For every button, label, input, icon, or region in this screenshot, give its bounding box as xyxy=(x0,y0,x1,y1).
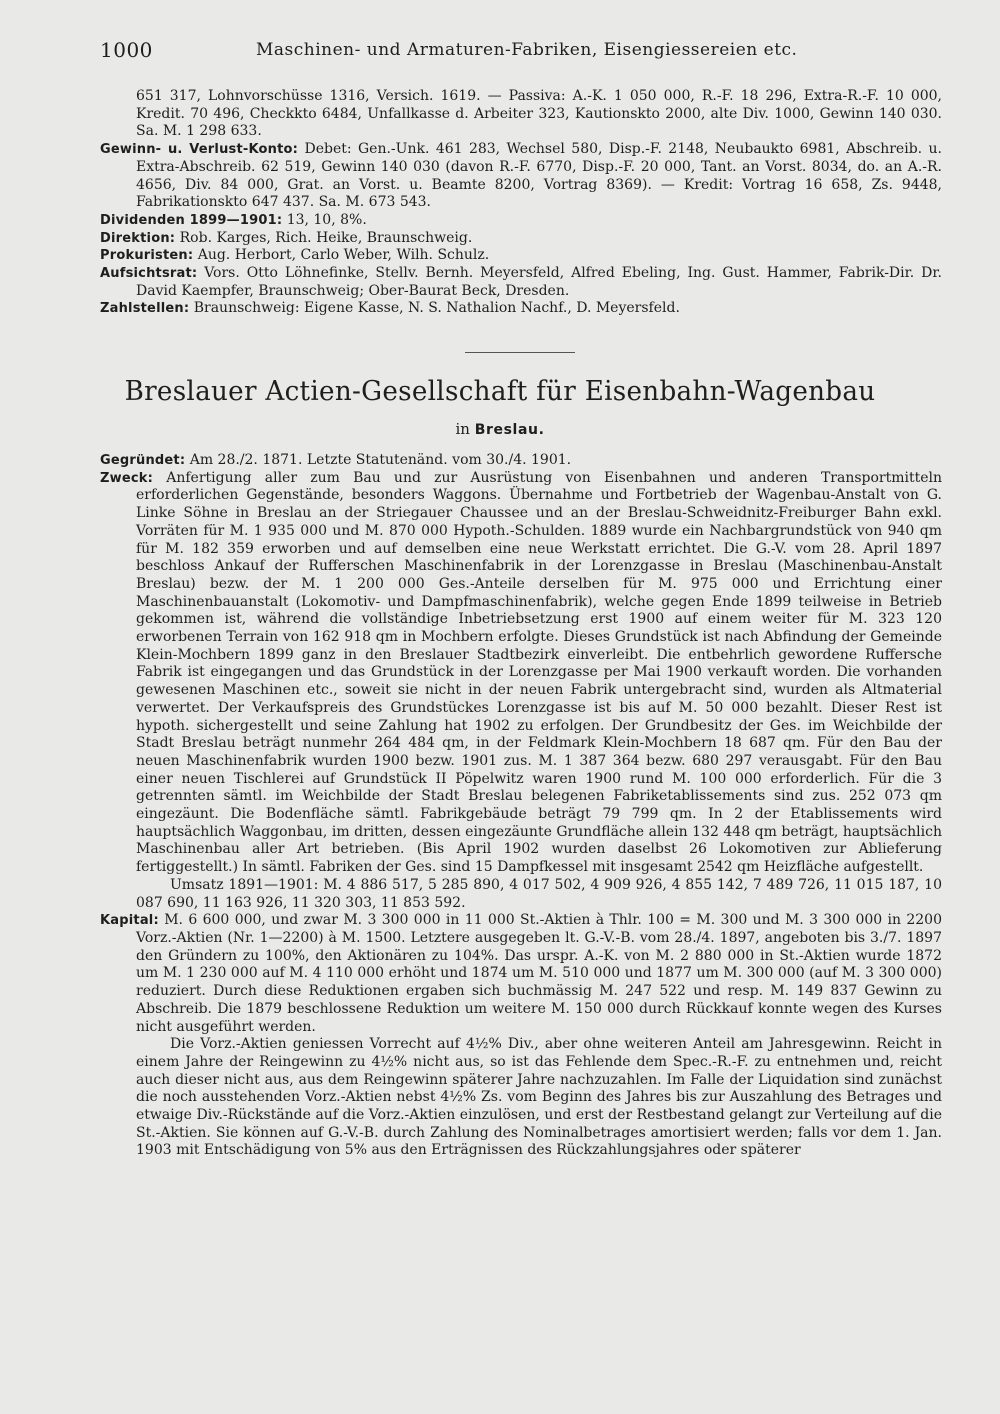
direktion xyxy=(100,230,942,248)
dividenden-text: 13, 10, 8%. xyxy=(286,211,367,228)
direktion-label: Direktion: xyxy=(100,230,176,246)
vorz-aktien-paragraph: Die Vorz.-Aktien geniessen Vorrecht auf 4½% Div., aber ohne weiteren Anteil am Jahresgewinn. Reicht in einem Jahre der Reingewinn zu 4½% nicht aus, so ist das Fehlende dem Spec.-R.-F. zu entnehmen und, reicht auch dieser nicht aus, aus dem Reingewinn späterer Jahre nachzuzahlen. Im Falle der Liquidation sind zunächst die noch ausstehenden Vorz.-Aktien nebst 4½% Zs. vom Beginn des Jahres bis zur Auszahlung des Betrages und etwaige Div.-Rückstände auf die Vorz.-Aktien einzulösen, und erst der Restbestand gelangt zur Verteilung auf die St.-Aktien. Sie können auf G.-V.-B. durch Zahlung des Nominalbetrages amortisiert werden; falls vor dem 1. Jan. 1903 mit Entschädigung von 5% aus den Erträgnissen des Rückzahlungsjahres oder späterer xyxy=(136,1036,942,1159)
zahlstellen xyxy=(100,300,942,318)
zahlstellen-text: Braunschweig: Eigene Kasse, N. S. Nathalion Nachf., D. Meyersfeld. xyxy=(193,300,680,317)
previous-company-entry xyxy=(100,88,942,318)
kapital-text: M. 6 600 000, und zwar M. 3 300 000 in 11 000 St.-Aktien à Thlr. 100 = M. 300 und M. 3 300 000 in 2200 Vorz.-Aktien (Nr. 1—2200) à M. 1500. Letztere ausgegeben lt. G.-V.-B. vom 28./4. 1897, angeboten bis 3./7. 1897 den Gründern zu 100%, den Aktionären zu 104%. Das urspr. A.-K. von M. 2 880 000 in St.-Aktien wurde 1872 um M. 1 230 000 auf M. 4 110 000 erhöht und 1874 um M. 510 000 und 1877 um M. 300 000 (auf M. 3 300 000) reduziert. Durch diese Reduktionen ergaben sich buchmässig M. 247 522 und resp. M. 149 837 Gewinn zu Abschreib. Die 1879 beschlossene Reduktion um weitere M. 150 000 durch Rückkauf konnte wegen des Kurses nicht ausgeführt werden. xyxy=(136,912,942,1035)
zahlstellen-label: Zahlstellen: xyxy=(100,301,190,317)
gewinn-label: Gewinn- u. Verlust-Konto: xyxy=(100,142,299,158)
location-name: Breslau. xyxy=(474,422,545,438)
direktion-text: Rob. Karges, Rich. Heike, Braunschweig. xyxy=(179,229,473,246)
kapital xyxy=(100,912,942,1036)
gewinn-text: Debet: Gen.-Unk. 461 283, Wechsel 580, Disp.-F. 2148, Neubaukto 6981, Abschreib. u. Extra-Abschreib. 62 519, Gewinn 140 030 (davon R.-F. 6770, Disp.-F. 20 000, Tant. an Vorst. 8034, do. an A.-R. 4656, Div. 84 000, Grat. an Vorst. u. Beamte 8200, Vortrag 8369). — Kredit: Vortrag 16 658, Zs. 9448, Fabrikationskto 647 437. Sa. M. 673 543. xyxy=(136,141,942,211)
gegruendet xyxy=(100,452,942,470)
aufsichtsrat xyxy=(100,265,942,300)
zweck-text: Anfertigung aller zum Bau und zur Ausrüstung von Eisenbahnen und anderen Transportmitteln erforderlichen Gegenstände, besonders Waggons. Übernahme und Fortbetrieb der Wagenbau-Anstalt von G. Linke Söhne in Breslau an der Striegauer Chaussee und an der Breslau-Schweidnitz-Freiburger Bahn exkl. Vorräten für M. 1 935 000 und M. 870 000 Hypoth.-Schulden. 1889 wurde ein Nachbargrundstück von 940 qm für M. 182 359 erworben und auf demselben eine neue Werkstatt errichtet. Die G.-V. vom 28. April 1897 beschloss Ankauf der Rufferschen Maschinenfabrik in der Lorenzgasse in Breslau (Maschinenbau-Anstalt Breslau) bezw. der M. 1 200 000 Ges.-Anteile derselben für M. 975 000 und Errichtung einer Maschinenbauanstalt (Lokomotiv- und Dampfmaschinenfabrik), welche gegen Ende 1899 teilweise in Betrieb gekommen ist, während die vollständige Inbetriebsetzung erst 1900 auf einem weiter für M. 323 120 erworbenen Terrain von 162 918 qm in Mochbern erfolgte. Dieses Grundstück ist nach Abfindung der Gemeinde Klein-Mochbern 1899 ganz in den Breslauer Stadtbezirk einverleibt. Die entbehrlich gewordene Ruffersche Fabrik ist eingegangen und das Grundstück in der Lorenzgasse per Mai 1900 verkauft worden. Die vorhanden gewesenen Maschinen etc., soweit sie nicht in der neuen Fabrik untergebracht sind, wurden als Altmaterial verwertet. Der Verkaufspreis des Grundstückes Lorenzgasse ist bis auf M. 50 000 bezahlt. Dieser Rest ist hypoth. sichergestellt und seine Zahlung hat 1902 zu erfolgen. Der Grundbesitz der Ges. im Weichbilde der Stadt Breslau beträgt nunmehr 264 484 qm, in der Feldmark Klein-Mochbern 18 687 qm. Für den Bau der neuen Maschinenfabrik wurden 1900 bezw. 1901 zus. M. 1 387 364 bezw. 680 297 verausgabt. Für den Bau einer neuen Tischlerei auf Grundstück II Pöpelwitz waren 1900 rund M. 100 000 erforderlich. Für die 3 getrennten sämtl. im Weichbilde der Stadt Breslau belegenen Fabriketablissements sind zus. 252 073 qm eingezäunt. Die Bodenfläche sämtl. Fabrikgebäude beträgt 79 799 qm. In 2 der Etablissements wird hauptsächlich Waggonbau, im dritten, dessen eingezäunte Grundfläche allein 132 448 qm beträgt, hauptsächlich Maschinenbau aller Art betrieben. (Bis April 1902 wurden daselbst 26 Lokomotiven zur Ablieferung fertiggestellt.) In sämtl. Fabriken der Ges. sind 15 Dampfkessel mit insgesamt 2542 qm Heizfläche aufgestellt. xyxy=(136,469,943,876)
dividenden xyxy=(100,212,942,230)
balance-continued: 651 317, Lohnvorschüsse 1316, Versich. 1619. — Passiva: A.-K. 1 050 000, R.-F. 18 296, Extra-R.-F. 10 000, Kredit. 70 496, Checkkto 6484, Unfallkasse d. Arbeiter 323, Kautionskto 2000, alte Div. 1000, Gewinn 140 030. Sa. M. 1 298 633. xyxy=(136,88,942,140)
dividenden-label: Dividenden 1899—1901: xyxy=(100,212,283,228)
kapital-label: Kapital: xyxy=(100,913,159,929)
company-title: Breslauer Actien-Gesellschaft für Eisenbahn-Wagenbau xyxy=(124,376,876,407)
running-title: Maschinen- und Armaturen-Fabriken, Eisengiessereien etc. xyxy=(256,40,798,60)
gegruendet-text: Am 28./2. 1871. Letzte Statutenänd. vom 30./4. 1901. xyxy=(189,452,572,468)
company-location xyxy=(0,420,1000,438)
aufsichtsrat-label: Aufsichtsrat: xyxy=(100,266,198,282)
aufsichtsrat-text: Vors. Otto Löhnefinke, Stellv. Bernh. Meyersfeld, Alfred Ebeling, Ing. Gust. Hammer, Fabrik-Dir. Dr. David Kaempfer, Braunschweig; Ober-Baurat Beck, Dresden. xyxy=(136,265,942,299)
zweck-label: Zweck: xyxy=(100,470,154,486)
gegruendet-label: Gegründet: xyxy=(100,453,186,468)
umsatz: Umsatz 1891—1901: M. 4 886 517, 5 285 890, 4 017 502, 4 909 926, 4 855 142, 7 489 726, 11 015 187, 10 087 690, 11 163 926, 11 320 303, 11 853 592. xyxy=(136,876,942,911)
prokuristen-text: Aug. Herbort, Carlo Weber, Wilh. Schulz. xyxy=(197,247,490,264)
company-entry xyxy=(100,452,942,1160)
location-prefix: in xyxy=(455,420,470,438)
prokuristen xyxy=(100,247,942,265)
zweck xyxy=(100,470,942,877)
prokuristen-label: Prokuristen: xyxy=(100,248,194,264)
section-divider xyxy=(465,352,575,353)
page-number: 1000 xyxy=(100,38,153,62)
gewinn-verlust-konto xyxy=(100,141,942,212)
